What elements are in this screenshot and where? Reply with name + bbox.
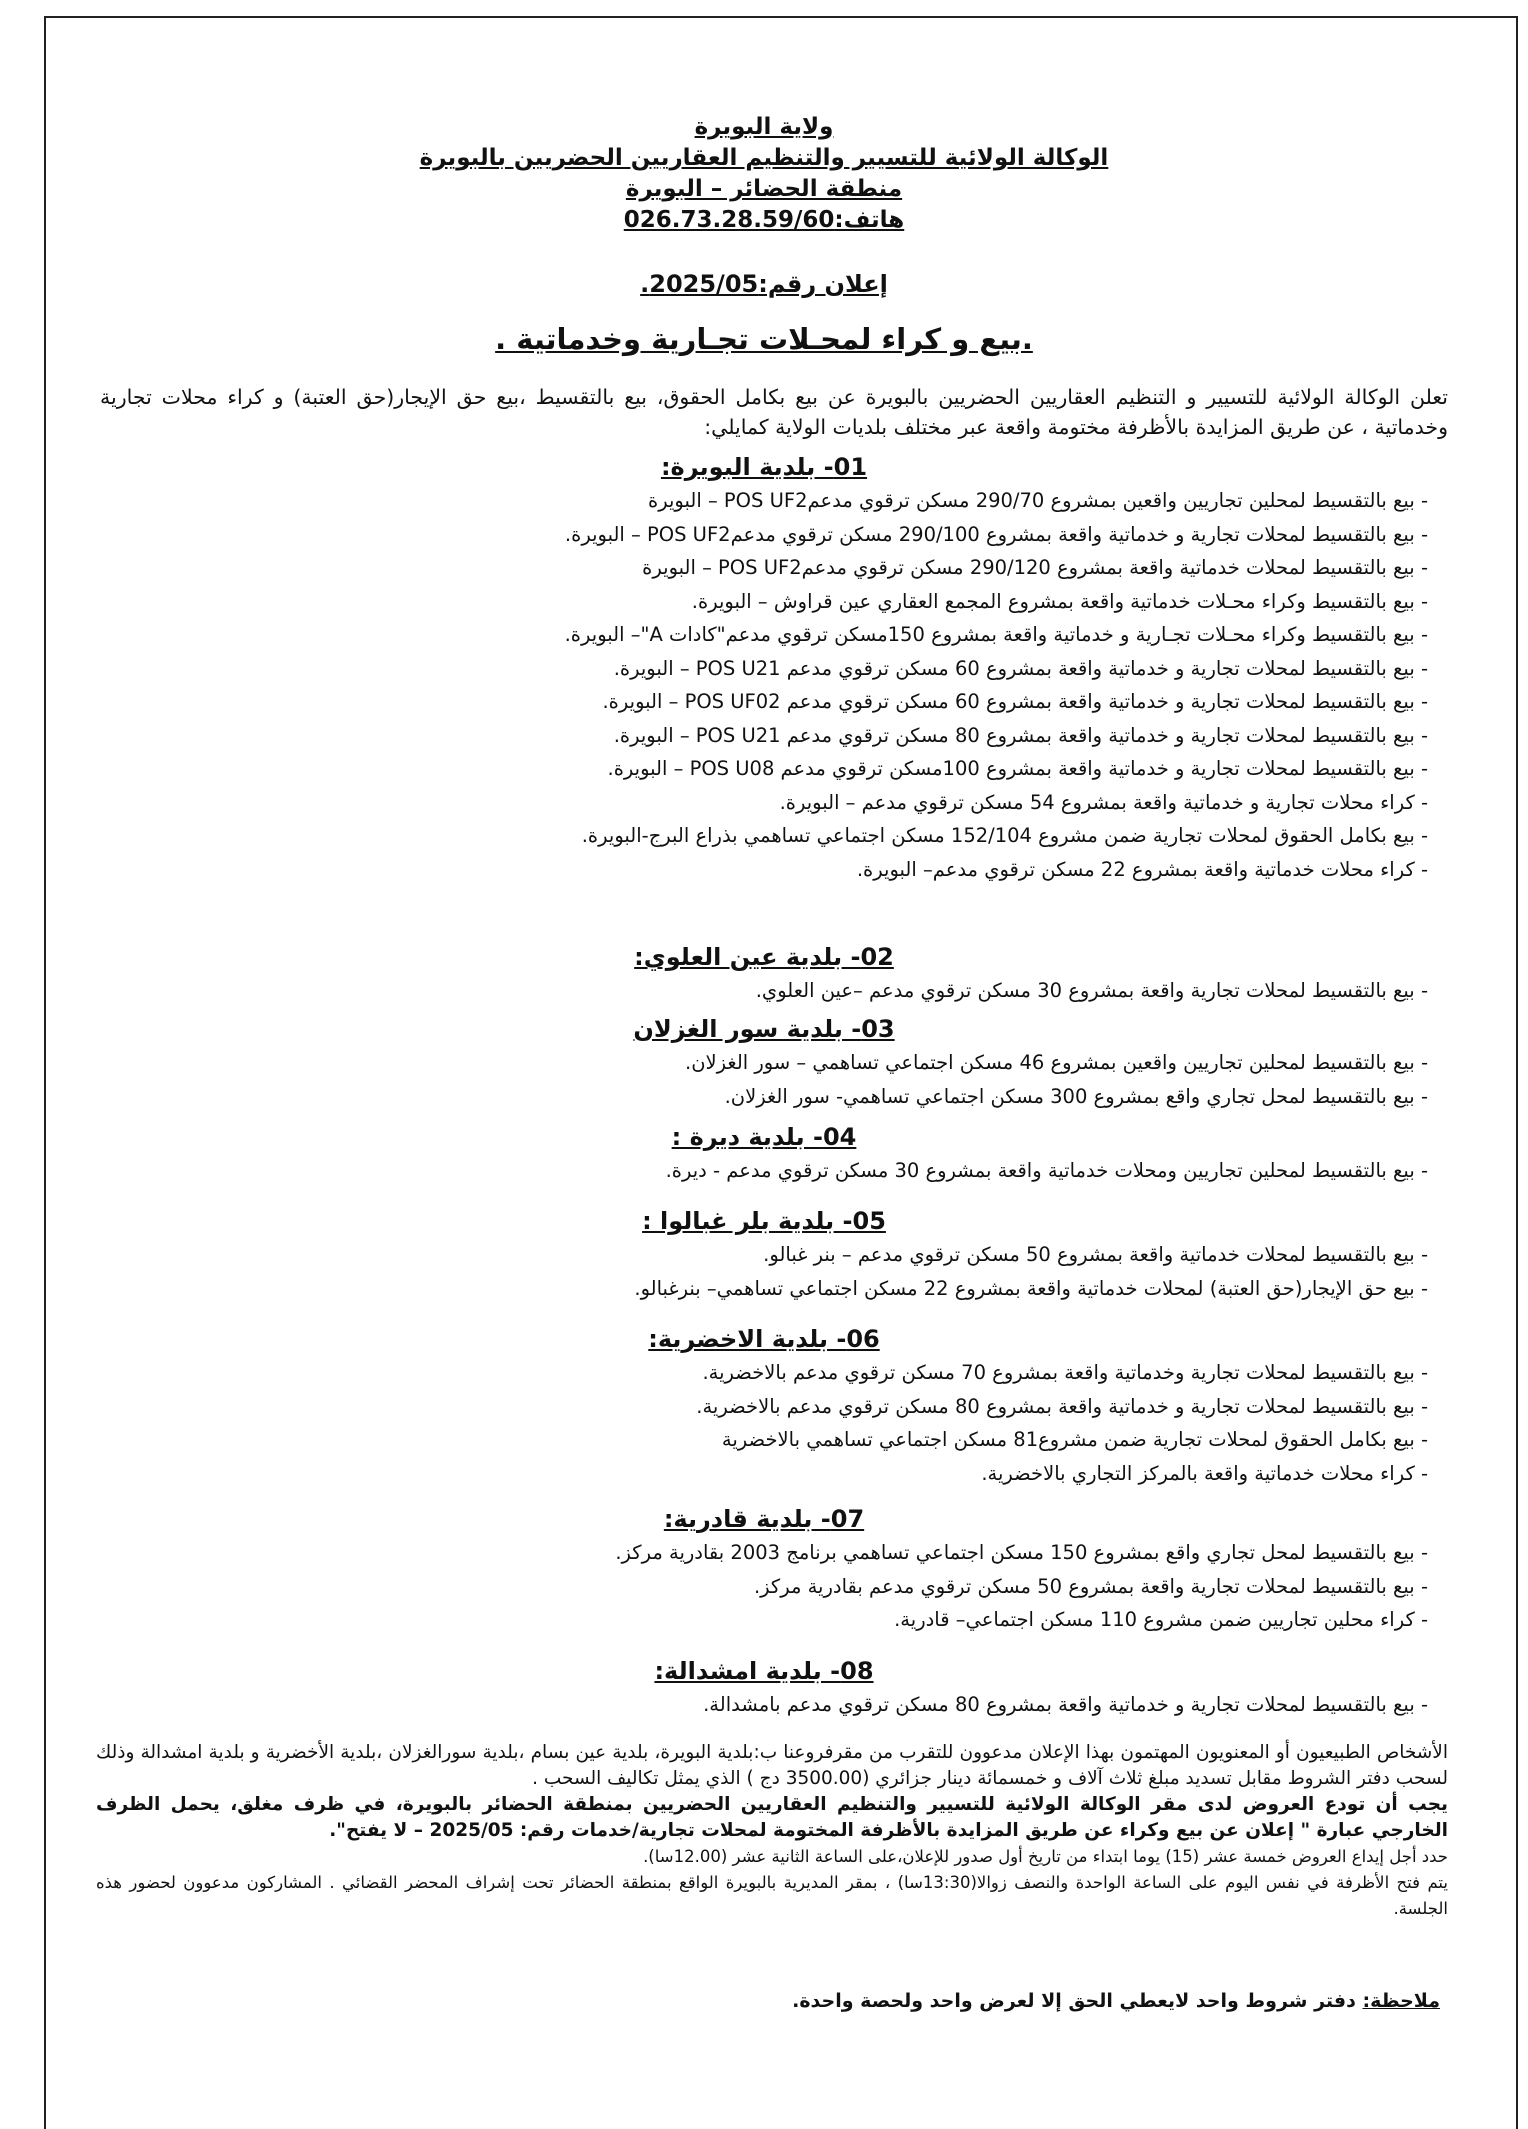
list-item: - بيع بالتقسيط لمحلات تجارية و خدماتية واقعة بمشروع 100مسكن ترقوي مدعم POS U08 – البويرة. — [100, 752, 1428, 786]
agency-name: الوكالة الولائية للتسيير والتنظيم العقاريين الحضريين بالبويرة — [419, 145, 1109, 171]
section-5 — [100, 1204, 1428, 1305]
list-item: - بيع بالتقسيط لمحل تجاري واقع بمشروع 150 مسكن اجتماعي تساهمي برنامج 2003 بقادرية مركز. — [100, 1536, 1428, 1570]
intro-paragraph: تعلن الوكالة الولائية للتسيير و التنظيم العقاريين الحضريين بالبويرة عن بيع بكامل الحقوق، بيع بالتقسيط ،بيع حق الإيجار(حق العتبة) و كراء محلات تجارية وخدماتية ، عن طريق المزايدة بالأظرفة مختومة واقعة عبر مختلف بلديات الولاية كمايلي: — [100, 385, 1448, 439]
section-1 — [100, 450, 1428, 886]
closing-paragraphs — [96, 1740, 1448, 1922]
list-item: - بيع بالتقسيط لمحلين تجاريين واقعين بمشروع 46 مسكن اجتماعي تساهمي – سور الغزلان. — [100, 1046, 1428, 1080]
section-title: 01- بلدية البويرة: — [660, 453, 868, 481]
list-item: - بيع بالتقسيط لمحلات تجارية و خدماتية واقعة بمشروع 60 مسكن ترقوي مدعم POS U21 – البويرة. — [100, 652, 1428, 686]
list-item: - بيع بالتقسيط لمحلات خدماتية واقعة بمشروع 50 مسكن ترقوي مدعم – بنر غبالو. — [100, 1238, 1428, 1272]
section-title: 04- بلدية ديرة : — [671, 1123, 857, 1151]
list-item: - بيع بكامل الحقوق لمحلات تجارية ضمن مشروع81 مسكن اجتماعي تساهمي بالاخضرية — [100, 1423, 1428, 1457]
list-item: - بيع بالتقسيط لمحل تجاري واقع بمشروع 300 مسكن اجتماعي تساهمي- سور الغزلان. — [100, 1080, 1428, 1114]
deadline-paragraph: حدد أجل إيداع العروض خمسة عشر (15) يوما ابتداء من تاريخ أول صدور للإعلان،على الساعة الثانية عشر (12.00سا). — [643, 1847, 1448, 1866]
list-item: - بيع بالتقسيط لمحلات خدماتية واقعة بمشروع 290/120 مسكن ترقوي مدعمPOS UF2 – البويرة — [100, 551, 1428, 585]
section-7 — [100, 1502, 1428, 1637]
list-item: - بيع بكامل الحقوق لمحلات تجارية ضمن مشروع 152/104 مسكن اجتماعي تساهمي بذراع البرج-البويرة. — [100, 819, 1428, 853]
list-item: - كراء محلات تجارية و خدماتية واقعة بمشروع 54 مسكن ترقوي مدعم – البويرة. — [100, 786, 1428, 820]
section-title: 05- بلدية بلر غبالوا : — [642, 1207, 886, 1235]
list-item: - بيع بالتقسيط لمحلين تجاريين واقعين بمشروع 290/70 مسكن ترقوي مدعمPOS UF2 – البويرة — [100, 484, 1428, 518]
section-8 — [100, 1654, 1428, 1722]
phone-number: هاتف:026.73.28.59/60 — [623, 207, 905, 233]
list-item: - بيع بالتقسيط لمحلات تجارية وخدماتية واقعة بمشروع 70 مسكن ترقوي مدعم بالاخضرية. — [100, 1356, 1428, 1390]
section-6 — [100, 1322, 1428, 1490]
submission-paragraph: يجب أن تودع العروض لدى مقر الوكالة الولائية للتسيير والتنظيم العقاريين الحضريين بمنطقة الحضائر بالبويرة، في ظرف مغلق، يحمل الظرف الخارجي عبارة " إعلان عن بيع وكراء عن طريق المزايدة بالأظرفة المختومة لمحلات تجارية/خدمات رقم: 2025/05 – لا يفتح". — [96, 1794, 1448, 1841]
list-item: - بيع حق الإيجار(حق العتبة) لمحلات خدماتية واقعة بمشروع 22 مسكن اجتماعي تساهمي– بنرغبالو. — [100, 1272, 1428, 1306]
list-item: - بيع بالتقسيط لمحلات تجارية و خدماتية واقعة بمشروع 290/100 مسكن ترقوي مدعمPOS UF2 – البويرة. — [100, 518, 1428, 552]
announcement-subject: .بيع و كراء لمحـلات تجـارية وخدماتية . — [495, 322, 1033, 356]
document-header — [0, 112, 1528, 236]
section-title: 06- بلدية الاخضرية: — [648, 1325, 880, 1353]
note — [792, 1990, 1440, 2012]
list-item: - كراء محلات خدماتية واقعة بالمركز التجاري بالاخضرية. — [100, 1457, 1428, 1491]
section-title: 03- بلدية سور الغزلان — [633, 1015, 895, 1043]
announcement-number: إعلان رقم:2025/05. — [640, 270, 888, 298]
section-3 — [100, 1012, 1428, 1113]
list-item: - كراء محلات خدماتية واقعة بمشروع 22 مسكن ترقوي مدعم– البويرة. — [100, 853, 1428, 887]
zone-name: منطقة الحضائر – البويرة — [625, 176, 903, 202]
list-item: - بيع بالتقسيط لمحلات تجارية و خدماتية واقعة بمشروع 80 مسكن ترقوي مدعم بامشدالة. — [100, 1688, 1428, 1722]
list-item: - بيع بالتقسيط وكراء محـلات خدماتية واقعة بمشروع المجمع العقاري عين قراوش – البويرة. — [100, 585, 1428, 619]
section-title: 08- بلدية امشدالة: — [654, 1657, 874, 1685]
list-item: - بيع بالتقسيط لمحلين تجاريين ومحلات خدماتية واقعة بمشروع 30 مسكن ترقوي مدعم - ديرة. — [100, 1154, 1428, 1188]
withdrawal-paragraph: الأشخاص الطبيعيون أو المعنويون المهتمون بهذا الإعلان مدعوون للتقرب من مقرفروعنا ب:بلدية البويرة، بلدية عين بسام ،بلدية سورالغزلان ،بلدية الأخضرية و بلدية امشدالة وذلك لسحب دفتر الشروط مقابل تسديد مبلغ ثلاث آلاف و خمسمائة دينار جزائري (3500.00 دج ) الذي يمثل تكاليف السحب . — [96, 1742, 1448, 1789]
list-item: - بيع بالتقسيط وكراء محـلات تجـارية و خدماتية واقعة بمشروع 150مسكن ترقوي مدعم"كادات A"– البويرة. — [100, 618, 1428, 652]
list-item: - كراء محلين تجاريين ضمن مشروع 110 مسكن اجتماعي– قادرية. — [100, 1603, 1428, 1637]
list-item: - بيع بالتقسيط لمحلات تجارية واقعة بمشروع 50 مسكن ترقوي مدعم بقادرية مركز. — [100, 1570, 1428, 1604]
wilaya-name: ولاية البويرة — [694, 114, 834, 140]
note-label: ملاحظة: — [1362, 1990, 1440, 2012]
section-2 — [100, 940, 1428, 1008]
section-title: 02- بلدية عين العلوي: — [634, 943, 894, 971]
opening-paragraph: يتم فتح الأظرفة في نفس اليوم على الساعة الواحدة والنصف زوالا(13:30سا) ، بمقر المديرية بالبويرة الواقع بمنطقة الحضائر تحت إشراف المحضر القضائي . المشاركون مدعوون لحضور هذه الجلسة. — [96, 1873, 1448, 1918]
section-4 — [100, 1120, 1428, 1188]
section-title: 07- بلدية قادرية: — [663, 1505, 865, 1533]
list-item: - بيع بالتقسيط لمحلات تجارية و خدماتية واقعة بمشروع 80 مسكن ترقوي مدعم بالاخضرية. — [100, 1390, 1428, 1424]
list-item: - بيع بالتقسيط لمحلات تجارية واقعة بمشروع 30 مسكن ترقوي مدعم –عين العلوي. — [100, 974, 1428, 1008]
note-text: دفتر شروط واحد لايعطي الحق إلا لعرض واحد ولحصة واحدة. — [792, 1990, 1363, 2012]
list-item: - بيع بالتقسيط لمحلات تجارية و خدماتية واقعة بمشروع 80 مسكن ترقوي مدعم POS U21 – البويرة. — [100, 719, 1428, 753]
list-item: - بيع بالتقسيط لمحلات تجارية و خدماتية واقعة بمشروع 60 مسكن ترقوي مدعم POS UF02 – البويرة. — [100, 685, 1428, 719]
